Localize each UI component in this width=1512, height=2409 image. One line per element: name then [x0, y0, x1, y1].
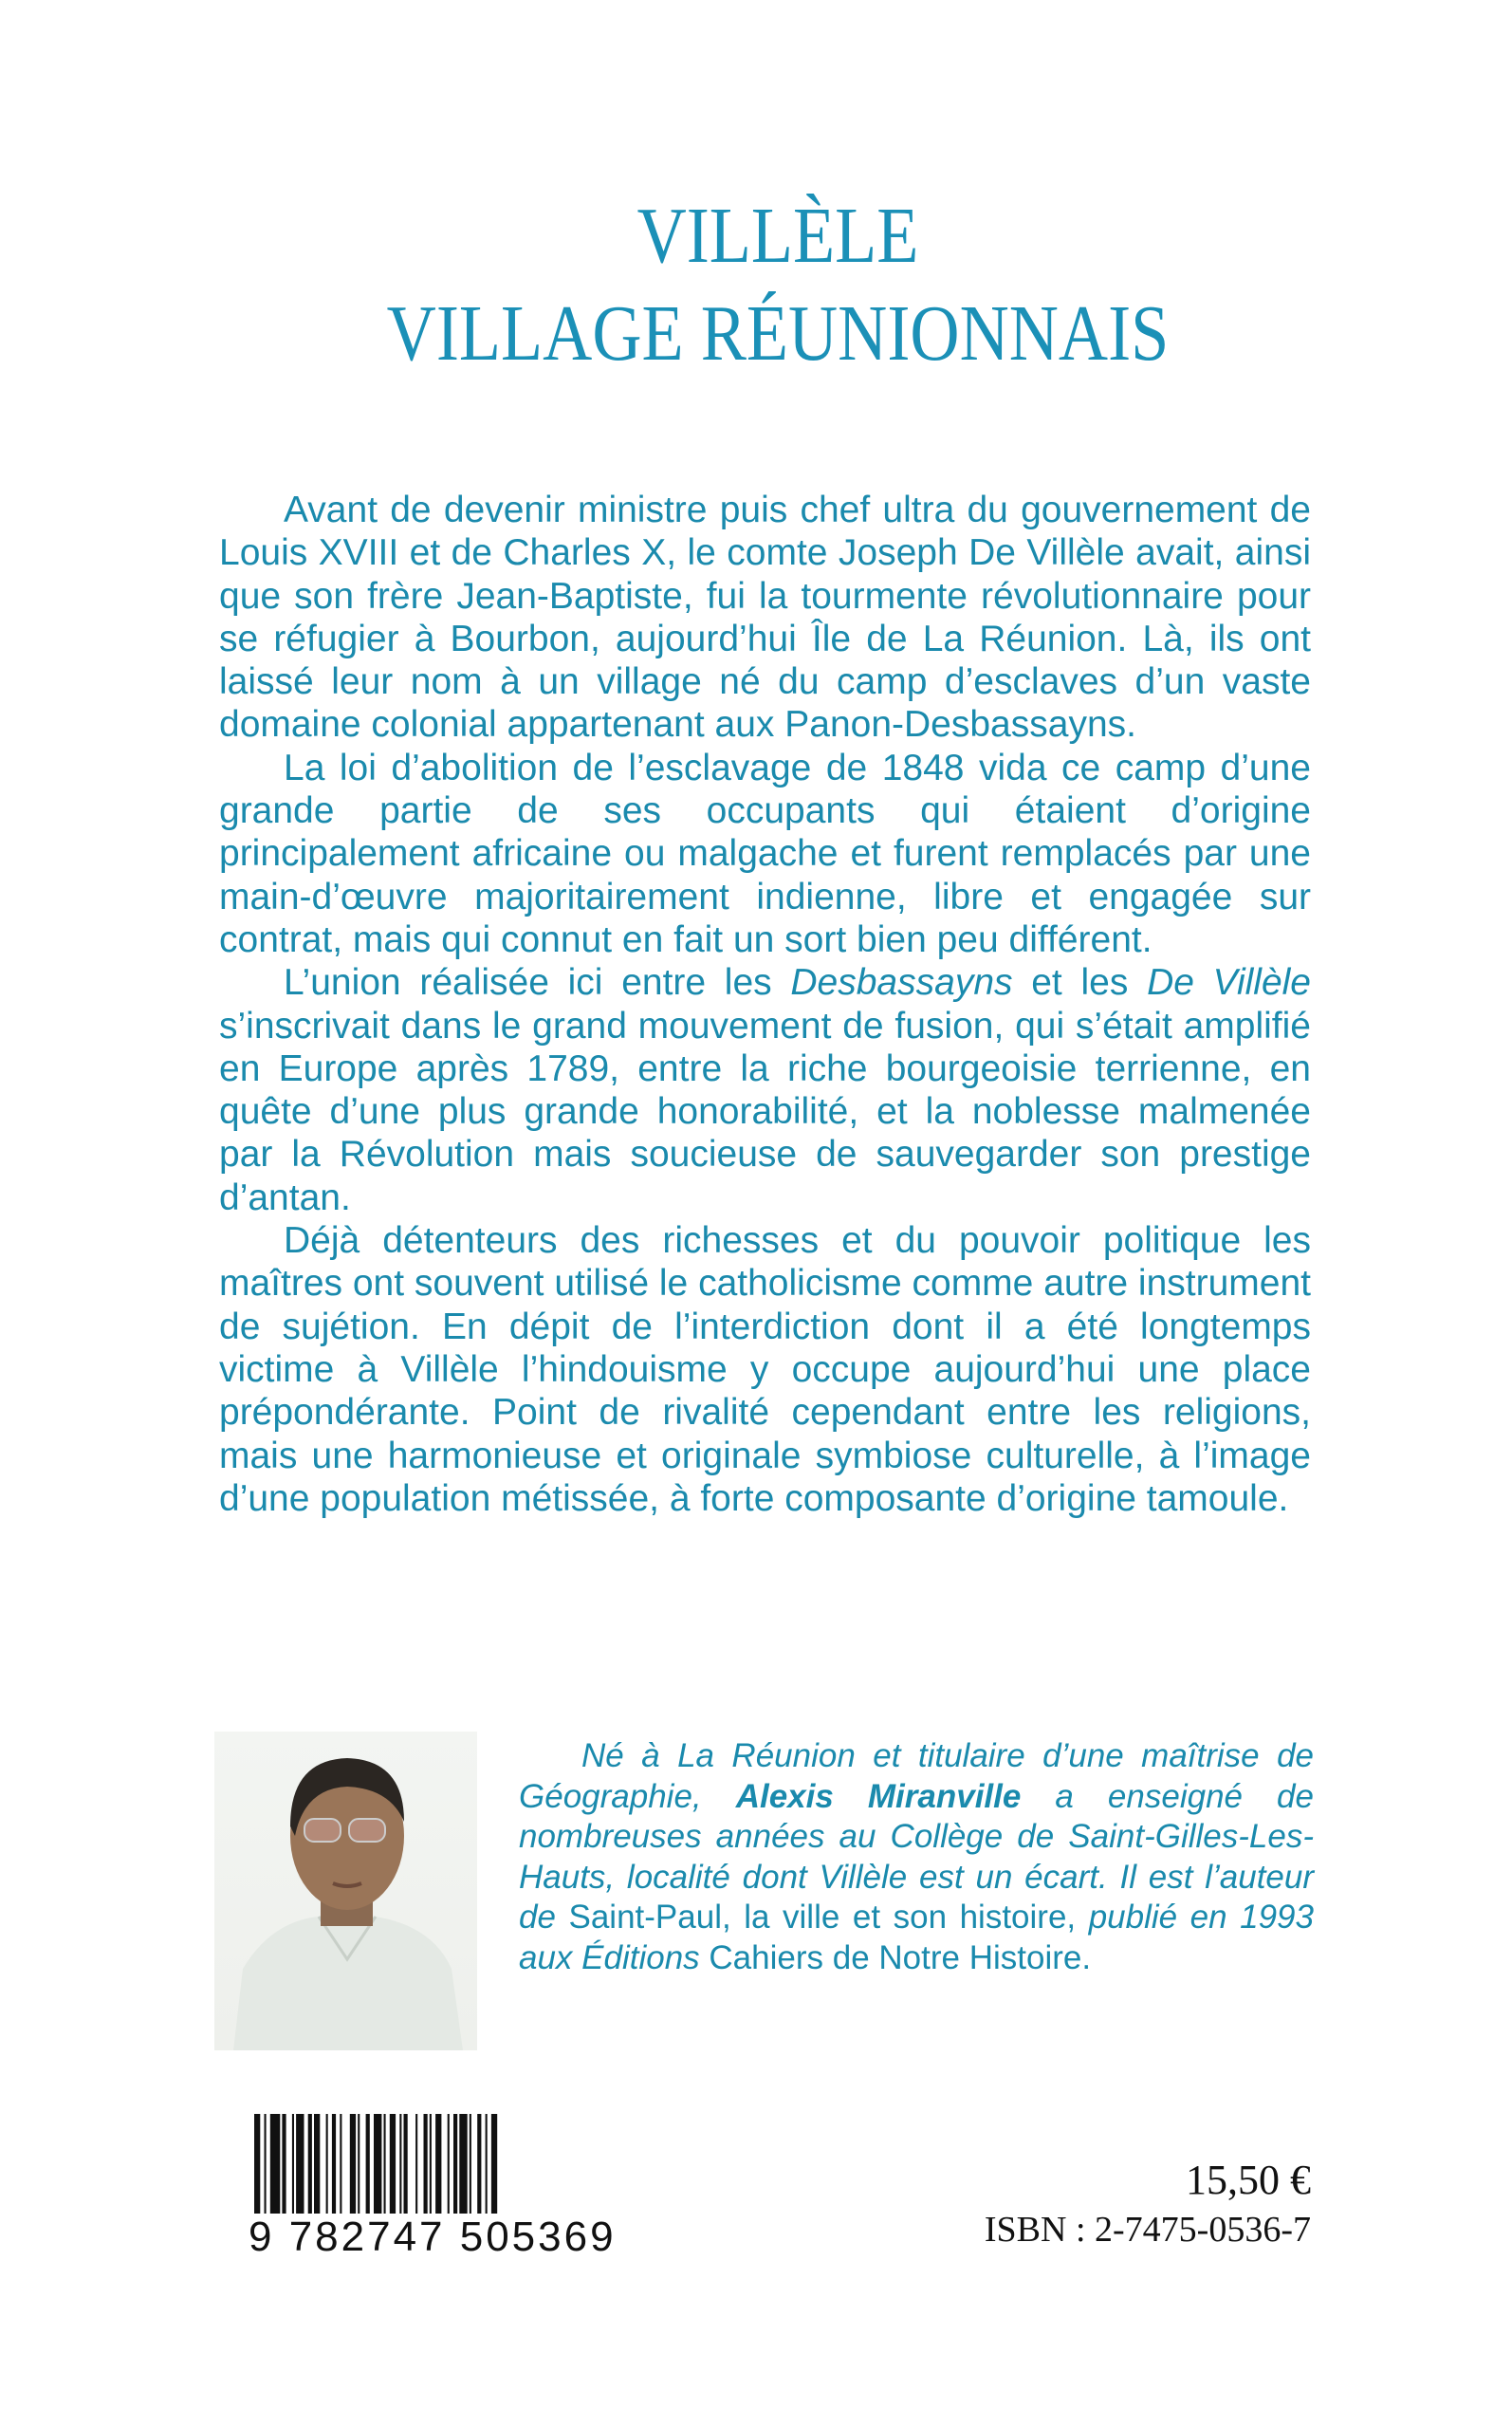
isbn: ISBN : 2-7475-0536-7	[984, 2210, 1311, 2250]
text: s’inscrivait dans le grand mouvement de fusion, qui s’était amplifié en Europe après 1789, entre la riche bourgeoisie terrienne, en quête d’une plus grande honorabilité, et la noblesse malmenée par la Révolution mais soucieuse de sauvegarder son prestige d’antan.	[219, 1005, 1311, 1218]
text: Né à La Réunion et titulaire d’une maîtrise de Géographie,	[519, 1737, 1314, 1815]
book-title-line1: VILLÈLE	[636, 192, 919, 280]
author-bio	[519, 1736, 1314, 1978]
author-name: Alexis Miranville	[735, 1777, 1022, 1815]
italic-name: De Villèle	[1147, 962, 1311, 1004]
synopsis	[219, 489, 1311, 1520]
author-photo	[214, 1732, 477, 2050]
barcode-digits: 9 782747 505369	[249, 2214, 617, 2260]
book-reference: Saint-Paul, la ville et son histoire,	[568, 1899, 1077, 1936]
price: 15,50 €	[1186, 2157, 1311, 2203]
synopsis-paragraph	[219, 747, 1311, 961]
text: publié en 1993 aux Éditions	[519, 1899, 1314, 1976]
synopsis-paragraph: Déjà détenteurs des richesses et du pouvoir politique les maîtres ont souvent utilisé le catholicisme comme autre instrument de sujétion. En dépit de l’interdiction dont il a été longtemps victime à Villèle l’hindouisme y occupe aujourd’hui une place prépondérante. Point de rivalité cependant entre les religions, mais une harmonieuse et originale symbiose culturelle, à l’image d’une population métissée, à forte composante d’origine tamoule.	[219, 1220, 1311, 1519]
text: La loi d’abolition de l’esclavage de 1848 vida ce camp d’une grande partie de ses occupants qui étaient d’origine principalement africaine ou malgache et furent remplacés par une main-d’œuvre majoritairement indienne, libre et engagée sur contrat, mais qui connut en fait un sort bien peu différent.	[219, 747, 1311, 960]
book-title-line2: VILLAGE RÉUNIONNAIS	[386, 289, 1170, 378]
text: et les	[1012, 962, 1148, 1004]
text: L’union réalisée ici entre les	[284, 962, 791, 1004]
publisher-reference: Cahiers de Notre Histoire.	[709, 1938, 1092, 1976]
synopsis-paragraph: Avant de devenir ministre puis chef ultra du gouvernement de Louis XVIII et de Charles X, le comte Joseph De Villèle avait, ainsi que son frère Jean-Baptiste, fui la tourmente révolutionnaire pour se réfugier à Bourbon, aujourd’hui Île de La Réunion. Là, ils ont laissé leur nom à un village né du camp d’esclaves d’un vaste domaine colonial appartenant aux Panon-Desbassayns.	[219, 490, 1311, 746]
author-portrait-image	[214, 1732, 477, 2050]
text: a enseigné de nombreuses années au Collège de Saint-Gilles-Les-Hauts, localité dont Villèle est un écart. Il est l’auteur de	[519, 1777, 1314, 1936]
italic-name: Desbassayns	[790, 962, 1013, 1004]
synopsis-paragraph	[219, 961, 1311, 1219]
bio-paragraph	[519, 1736, 1314, 1978]
